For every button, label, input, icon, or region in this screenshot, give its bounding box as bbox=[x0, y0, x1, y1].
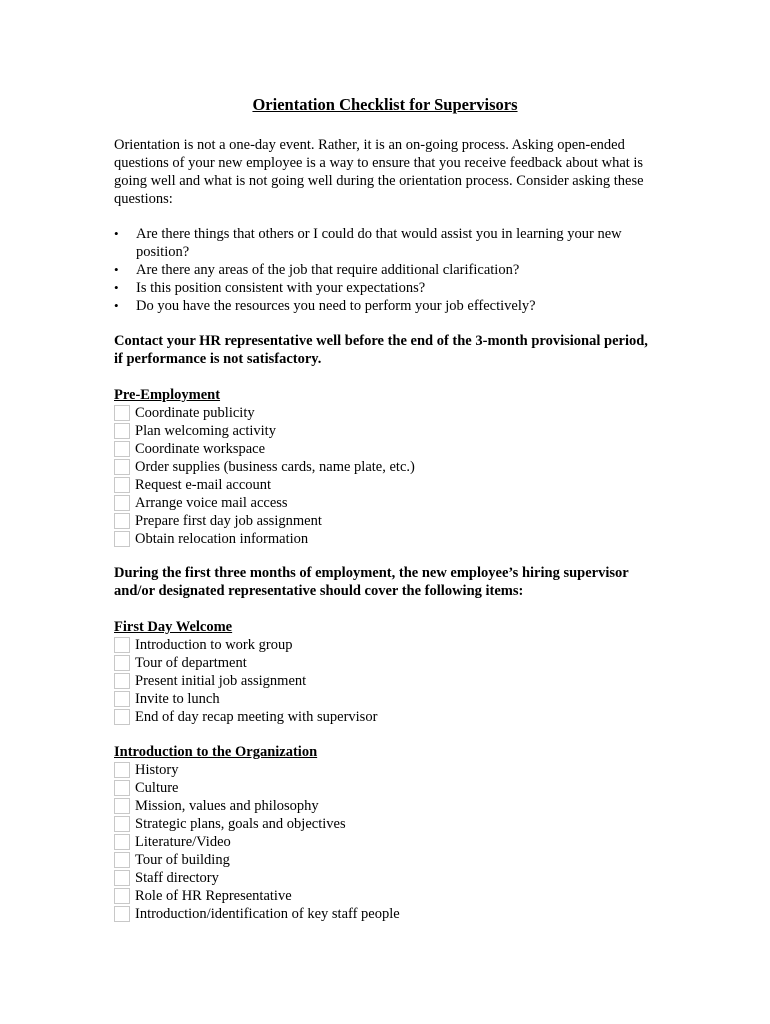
organization-heading: Introduction to the Organization bbox=[114, 744, 318, 760]
checkbox[interactable] bbox=[114, 477, 130, 493]
pre-employment-heading: Pre-Employment bbox=[114, 387, 221, 403]
checklist-item bbox=[114, 851, 674, 869]
first-day-checklist bbox=[114, 636, 674, 726]
checklist-item bbox=[114, 905, 674, 923]
question-item bbox=[114, 279, 659, 297]
three-months-note: During the first three months of employment, the new employee’s hiring supervisor and/or designated representative should cover the following items: bbox=[114, 565, 629, 599]
checklist-item-label: Literature/Video bbox=[135, 834, 231, 850]
checkbox[interactable] bbox=[114, 762, 130, 778]
checklist-item bbox=[114, 672, 674, 690]
checklist-item bbox=[114, 690, 674, 708]
checklist-item bbox=[114, 512, 674, 530]
organization-section bbox=[114, 743, 674, 923]
checkbox[interactable] bbox=[114, 780, 130, 796]
checklist-item-label: Plan welcoming activity bbox=[135, 423, 276, 439]
checklist-item bbox=[114, 797, 674, 815]
checklist-item-label: Arrange voice mail access bbox=[135, 495, 288, 511]
checklist-item bbox=[114, 887, 674, 905]
organization-checklist bbox=[114, 761, 674, 923]
checkbox[interactable] bbox=[114, 513, 130, 529]
checklist-item bbox=[114, 458, 674, 476]
checkbox[interactable] bbox=[114, 495, 130, 511]
checklist-item bbox=[114, 422, 674, 440]
checklist-item bbox=[114, 654, 674, 672]
checklist-item-label: Staff directory bbox=[135, 870, 219, 886]
checklist-item bbox=[114, 815, 674, 833]
checkbox[interactable] bbox=[114, 673, 130, 689]
checklist-item bbox=[114, 779, 674, 797]
hr-contact-note: Contact your HR representative well before the end of the 3-month provisional period, if performance is not satisfactory. bbox=[114, 333, 648, 367]
checklist-item bbox=[114, 708, 674, 726]
checklist-item-label: Introduction to work group bbox=[135, 637, 293, 653]
first-day-heading: First Day Welcome bbox=[114, 619, 233, 635]
question-list bbox=[114, 225, 659, 315]
bullet-icon: • bbox=[114, 280, 119, 295]
bullet-icon: • bbox=[114, 298, 119, 313]
checkbox[interactable] bbox=[114, 870, 130, 886]
checkbox[interactable] bbox=[114, 405, 130, 421]
checkbox[interactable] bbox=[114, 834, 130, 850]
checklist-item bbox=[114, 530, 674, 548]
checklist-item-label: Tour of department bbox=[135, 655, 247, 671]
checklist-item-label: Invite to lunch bbox=[135, 691, 220, 707]
checklist-item bbox=[114, 494, 674, 512]
checklist-item-label: Coordinate workspace bbox=[135, 441, 266, 457]
checklist-item-label: Role of HR Representative bbox=[135, 888, 292, 904]
checklist-item-label: Obtain relocation information bbox=[135, 531, 309, 547]
checkbox[interactable] bbox=[114, 852, 130, 868]
checkbox[interactable] bbox=[114, 637, 130, 653]
checkbox[interactable] bbox=[114, 888, 130, 904]
bullet-icon: • bbox=[114, 262, 119, 277]
first-day-section bbox=[114, 618, 674, 726]
checklist-item-label: Request e-mail account bbox=[135, 477, 272, 493]
checkbox[interactable] bbox=[114, 441, 130, 457]
checkbox[interactable] bbox=[114, 531, 130, 547]
checklist-item-label: Order supplies (business cards, name plate, etc.) bbox=[135, 459, 415, 475]
checklist-item bbox=[114, 869, 674, 887]
checkbox[interactable] bbox=[114, 655, 130, 671]
checklist-item-label: Prepare first day job assignment bbox=[135, 513, 322, 529]
question-item bbox=[114, 225, 659, 261]
checklist-item bbox=[114, 761, 674, 779]
page-title: Orientation Checklist for Supervisors bbox=[252, 95, 518, 114]
checkbox[interactable] bbox=[114, 459, 130, 475]
pre-employment-section bbox=[114, 386, 674, 548]
checklist-item bbox=[114, 440, 674, 458]
checklist-item bbox=[114, 404, 674, 422]
checklist-item-label: History bbox=[135, 762, 179, 778]
checklist-item-label: Introduction/identification of key staff people bbox=[135, 906, 400, 922]
question-item bbox=[114, 261, 659, 279]
pre-employment-checklist bbox=[114, 404, 674, 548]
intro-paragraph: Orientation is not a one-day event. Rather, it is an on-going process. Asking open-ended questions of your new employee is a way to ensure that you receive feedback about what is going well and what is not going well during the orientation process. Consider asking these questions: bbox=[114, 137, 644, 207]
checklist-item-label: Tour of building bbox=[135, 852, 230, 868]
question-text: Do you have the resources you need to perform your job effectively? bbox=[136, 298, 536, 314]
checklist-item bbox=[114, 833, 674, 851]
checkbox[interactable] bbox=[114, 423, 130, 439]
question-text: Is this position consistent with your expectations? bbox=[136, 280, 426, 296]
question-text: Are there any areas of the job that require additional clarification? bbox=[136, 262, 520, 278]
checklist-item-label: Coordinate publicity bbox=[135, 405, 255, 421]
checkbox[interactable] bbox=[114, 798, 130, 814]
checklist-item-label: End of day recap meeting with supervisor bbox=[135, 709, 378, 725]
checklist-item-label: Strategic plans, goals and objectives bbox=[135, 816, 346, 832]
bullet-icon: • bbox=[114, 226, 119, 241]
checklist-item bbox=[114, 476, 674, 494]
checkbox[interactable] bbox=[114, 816, 130, 832]
checkbox[interactable] bbox=[114, 906, 130, 922]
checklist-item-label: Culture bbox=[135, 780, 179, 796]
checklist-item bbox=[114, 636, 674, 654]
question-text: Are there things that others or I could do that would assist you in learning your new position? bbox=[136, 226, 622, 260]
checklist-item-label: Present initial job assignment bbox=[135, 673, 307, 689]
question-item bbox=[114, 297, 659, 315]
checkbox[interactable] bbox=[114, 691, 130, 707]
checkbox[interactable] bbox=[114, 709, 130, 725]
checklist-item-label: Mission, values and philosophy bbox=[135, 798, 319, 814]
